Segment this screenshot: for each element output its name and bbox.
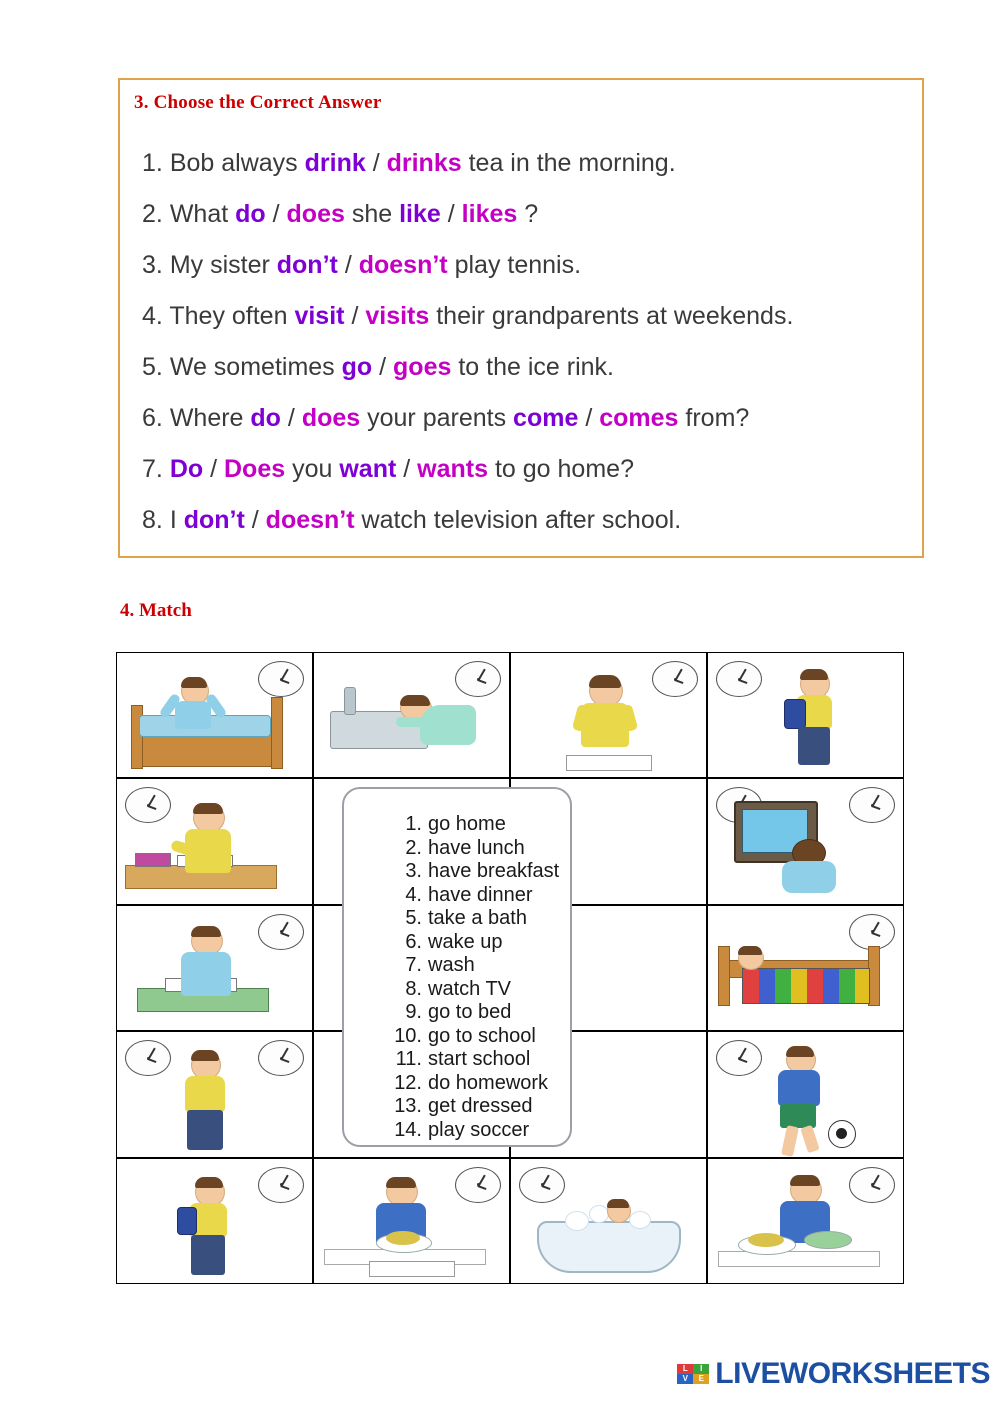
clock-icon [519, 1167, 565, 1203]
question-text-mid: their grandparents at weekends. [436, 302, 794, 330]
question-text-pre: My sister [169, 251, 270, 279]
option-b[interactable]: goes [393, 353, 452, 381]
option-a[interactable]: go [341, 353, 373, 381]
word-list-item[interactable] [344, 1119, 570, 1143]
question-text-pre: I [169, 506, 177, 534]
word-list-number: 14. [394, 1118, 422, 1141]
question-number: 8. [142, 506, 163, 534]
option-b[interactable]: visits [365, 302, 430, 330]
question-text-pre: They often [169, 302, 288, 330]
word-list-label: get dressed [428, 1095, 533, 1117]
word-list-number: 13. [394, 1095, 422, 1117]
clock-icon [258, 914, 304, 950]
option-b[interactable]: drinks [386, 149, 462, 177]
question-text-pre: Where [169, 404, 244, 432]
question-number: 1. [142, 149, 163, 177]
word-list-label: take a bath [428, 907, 527, 929]
option-c[interactable]: come [513, 404, 579, 432]
word-list-number: 5. [405, 907, 422, 929]
picture-go-to-bed[interactable] [707, 905, 904, 1031]
logo-letter-i: I [693, 1364, 709, 1374]
clock-icon [455, 1167, 501, 1203]
option-a[interactable]: don’t [276, 251, 338, 279]
option-a[interactable]: Do [169, 455, 204, 483]
question-text-mid: your parents [367, 404, 507, 432]
word-list-item[interactable] [344, 1072, 570, 1096]
word-list-item[interactable] [344, 884, 570, 908]
clock-icon [849, 914, 895, 950]
option-a[interactable]: visit [294, 302, 345, 330]
logo-letter-e: E [693, 1374, 709, 1384]
picture-take-a-bath[interactable] [510, 1158, 707, 1284]
clock-icon [716, 661, 762, 697]
clock-icon [258, 661, 304, 697]
question-number: 5. [142, 353, 163, 381]
liveworksheets-logo-icon-2 [693, 1364, 709, 1384]
option-separator: / [379, 353, 387, 381]
option-a[interactable]: don’t [183, 506, 245, 534]
word-list-label: watch TV [428, 977, 511, 1000]
question-row [142, 240, 912, 291]
exercise-3-question-list [142, 138, 912, 546]
match-word-list [342, 787, 572, 1147]
exercise-3-box [118, 78, 924, 558]
picture-get-dressed[interactable] [510, 652, 707, 778]
word-list-item[interactable] [344, 1095, 570, 1119]
word-list-number: 10. [394, 1024, 422, 1047]
picture-start-school[interactable] [116, 778, 313, 904]
question-text-post: to go home? [494, 455, 634, 483]
word-list-number: 4. [405, 883, 422, 906]
clock-icon [716, 1040, 762, 1076]
option-d[interactable]: wants [417, 455, 489, 483]
clock-icon [125, 1040, 171, 1076]
word-list-label: have breakfast [428, 860, 560, 882]
word-list-label: go to bed [428, 1001, 512, 1023]
word-list-label: do homework [428, 1071, 549, 1094]
word-list-item[interactable] [344, 860, 570, 884]
question-row [142, 393, 912, 444]
clock-icon [125, 787, 171, 823]
word-list-number: 6. [405, 930, 422, 953]
option-c[interactable]: like [399, 200, 441, 228]
option-separator: / [372, 149, 380, 177]
word-list-number: 1. [405, 813, 422, 835]
option-b[interactable]: does [286, 200, 345, 228]
picture-play-soccer[interactable] [707, 1031, 904, 1157]
question-text-mid: to the ice rink. [458, 353, 614, 381]
option-b[interactable]: Does [224, 455, 286, 483]
picture-wash[interactable] [313, 652, 510, 778]
word-list-item[interactable] [344, 954, 570, 978]
clock-icon [652, 661, 698, 697]
question-text-pre: Bob always [169, 149, 298, 177]
word-list-label: go home [428, 813, 506, 835]
picture-go-home[interactable] [116, 1158, 313, 1284]
word-list-item[interactable] [344, 931, 570, 955]
option-separator: / [272, 200, 280, 228]
exercise-3-title: 3. Choose the Correct Answer [134, 92, 382, 113]
option-separator: / [585, 404, 593, 432]
liveworksheets-footer [677, 1357, 990, 1391]
logo-letter-v: V [677, 1374, 693, 1384]
question-text-mid: you [292, 455, 333, 483]
clock-icon [455, 661, 501, 697]
liveworksheets-brand: LIVEWORKSHEETS [715, 1357, 990, 1390]
question-number: 7. [142, 455, 163, 483]
question-number: 2. [142, 200, 163, 228]
question-row [142, 444, 912, 495]
question-row [142, 495, 912, 546]
option-d[interactable]: likes [461, 200, 518, 228]
option-b[interactable]: does [301, 404, 361, 432]
option-separator: / [251, 506, 259, 534]
picture-get-dressed-2[interactable] [116, 1031, 313, 1157]
word-list-label: wake up [428, 930, 503, 953]
option-a[interactable]: drink [304, 149, 366, 177]
question-text-pre: What [169, 200, 229, 228]
option-separator: / [351, 302, 359, 330]
option-separator: / [287, 404, 295, 432]
question-row [142, 291, 912, 342]
picture-wake-up[interactable] [116, 652, 313, 778]
exercise-4-title: 4. Match [120, 600, 192, 621]
answer-blank[interactable] [369, 1261, 455, 1277]
logo-letter-l: L [677, 1364, 693, 1374]
word-list-label: play soccer [428, 1118, 530, 1141]
question-text-mid: tea in the morning. [468, 149, 676, 177]
word-list-item[interactable] [344, 837, 570, 861]
picture-go-to-school[interactable] [707, 652, 904, 778]
word-list-label: start school [428, 1048, 531, 1070]
option-separator: / [210, 455, 218, 483]
word-list-item[interactable] [344, 907, 570, 931]
word-list-number: 2. [405, 836, 422, 859]
word-list-label: wash [428, 954, 475, 976]
question-row [142, 189, 912, 240]
picture-have-dinner[interactable] [707, 1158, 904, 1284]
question-number: 3. [142, 251, 163, 279]
question-text-pre: We sometimes [169, 353, 335, 381]
word-list-label: go to school [428, 1024, 536, 1047]
question-row [142, 138, 912, 189]
word-list-number: 3. [405, 860, 422, 882]
question-text-post: ? [524, 200, 539, 228]
option-b[interactable]: doesn’t [358, 251, 448, 279]
option-b[interactable]: doesn’t [265, 506, 355, 534]
question-number: 4. [142, 302, 163, 330]
word-list-item[interactable] [344, 813, 570, 837]
option-separator: / [447, 200, 455, 228]
question-number: 6. [142, 404, 163, 432]
question-text-post: from? [685, 404, 750, 432]
word-list-item[interactable] [344, 1048, 570, 1072]
option-d[interactable]: comes [599, 404, 679, 432]
word-list-number: 8. [405, 977, 422, 1000]
word-list-label: have dinner [428, 883, 533, 906]
picture-watch-tv[interactable] [707, 778, 904, 904]
liveworksheets-logo-icon [677, 1364, 693, 1384]
word-list-item[interactable] [344, 1001, 570, 1025]
clock-icon [849, 787, 895, 823]
picture-have-lunch[interactable] [313, 1158, 510, 1284]
option-c[interactable]: want [339, 455, 397, 483]
word-list-item[interactable] [344, 978, 570, 1002]
word-list-number: 9. [405, 1001, 422, 1023]
question-text-mid: she [351, 200, 393, 228]
clock-icon [258, 1167, 304, 1203]
question-text-mid: watch television after school. [361, 506, 682, 534]
word-list-number: 11. [395, 1048, 422, 1070]
answer-blank[interactable] [566, 755, 652, 771]
word-list-number: 12. [394, 1071, 422, 1094]
word-list-label: have lunch [428, 836, 525, 859]
word-list-number: 7. [405, 954, 422, 976]
picture-do-homework[interactable] [116, 905, 313, 1031]
clock-icon [258, 1040, 304, 1076]
question-text-mid: play tennis. [454, 251, 582, 279]
soccer-ball-icon [828, 1120, 856, 1148]
question-row [142, 342, 912, 393]
option-separator: / [403, 455, 411, 483]
clock-icon [849, 1167, 895, 1203]
option-separator: / [344, 251, 352, 279]
word-list-item[interactable] [344, 1025, 570, 1049]
option-a[interactable]: do [235, 200, 266, 228]
option-a[interactable]: do [250, 404, 281, 432]
